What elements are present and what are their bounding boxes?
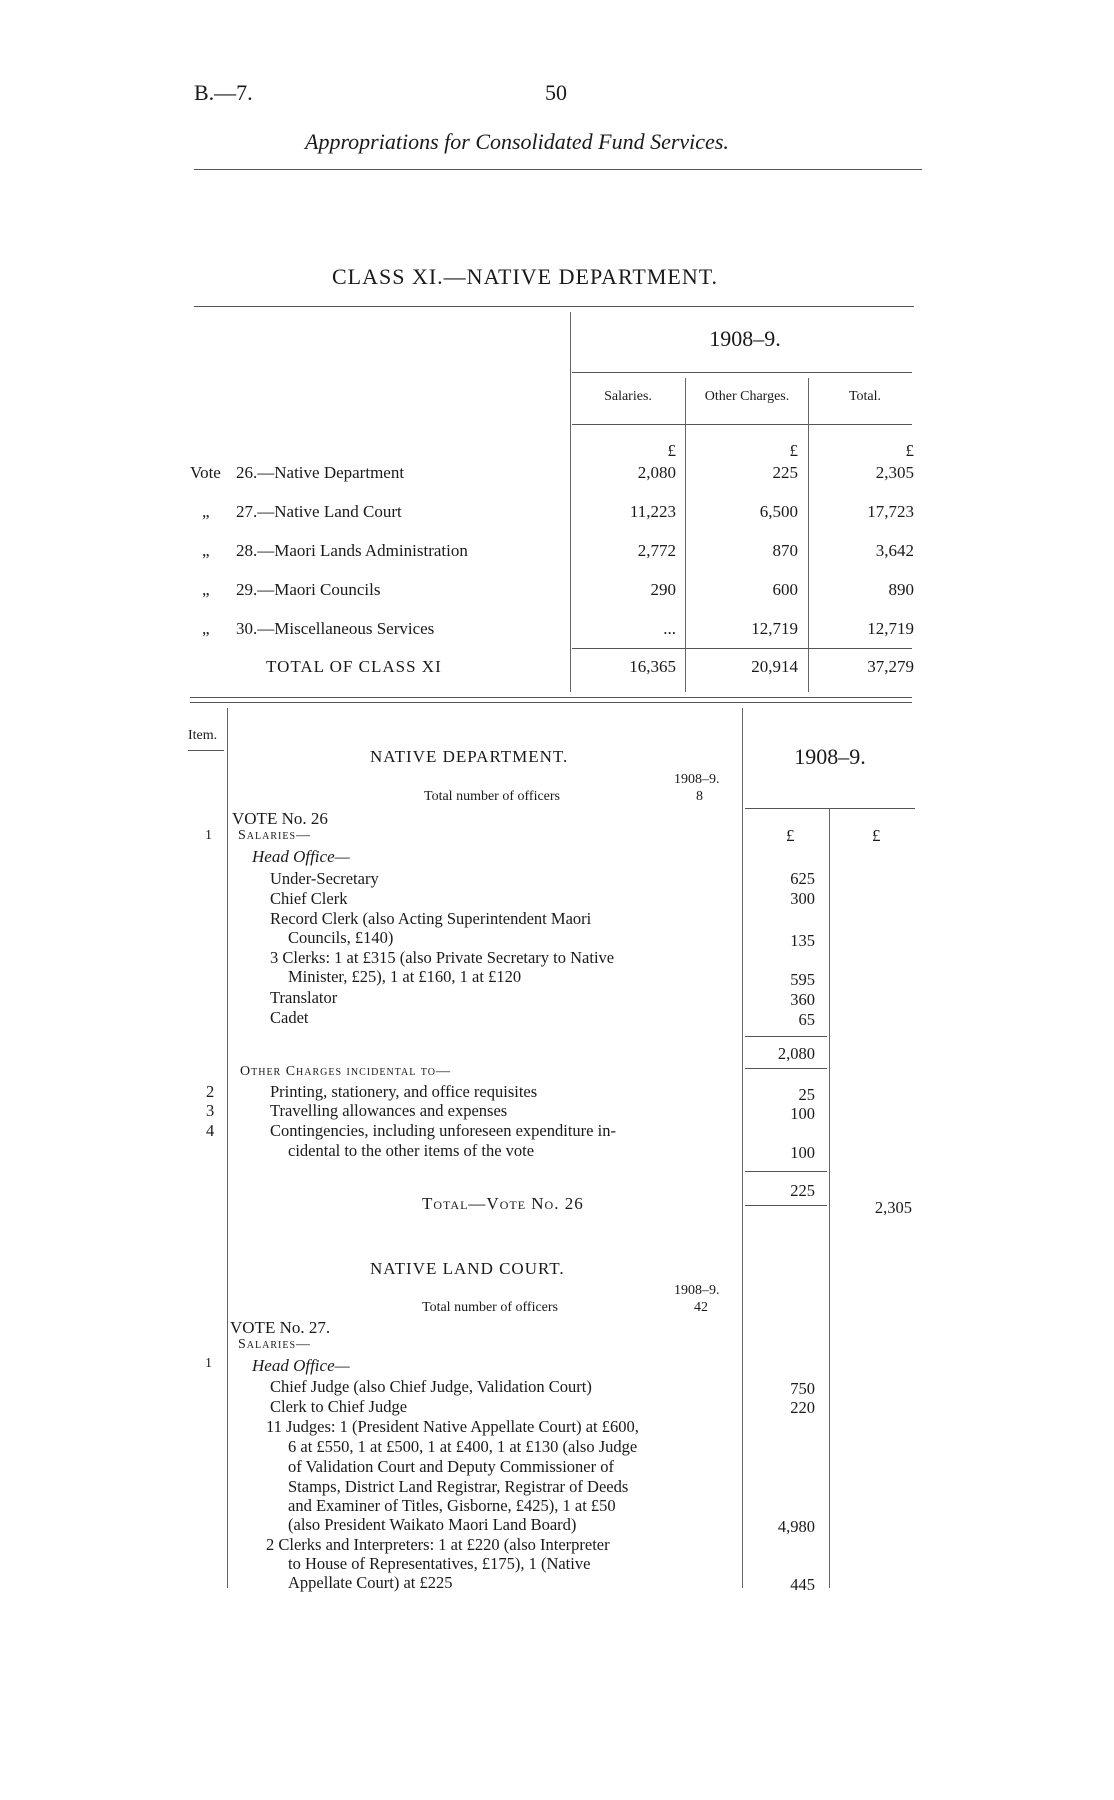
currency-symbol: £ xyxy=(872,826,881,845)
row-prefix: „ xyxy=(202,580,210,599)
summary-total-rule xyxy=(572,648,912,649)
row-salaries: 2,772 xyxy=(637,541,676,560)
currency-symbol: £ xyxy=(667,441,676,460)
row-total: 2,305 xyxy=(875,463,914,482)
salary-amount: 595 xyxy=(790,970,815,989)
title-rule xyxy=(194,169,922,170)
currency-symbol: £ xyxy=(905,441,914,460)
summary-col-divider xyxy=(808,378,809,692)
row-prefix: „ xyxy=(202,502,210,521)
item-number: 1 xyxy=(205,1356,212,1371)
column-other-charges: Other Charges. xyxy=(704,389,790,404)
other-charge-line: Travelling allowances and expenses xyxy=(270,1101,508,1120)
column-salaries: Salaries. xyxy=(604,389,652,404)
row-salaries: 2,080 xyxy=(637,463,676,482)
item-number: 4 xyxy=(206,1121,215,1140)
head-office-label: Head Office— xyxy=(252,847,350,866)
summary-top-rule xyxy=(194,306,914,307)
other-charges-subtotal: 225 xyxy=(790,1181,815,1200)
vote-total-label: Total—Vote No. 26 xyxy=(422,1194,584,1213)
other-charge-amount: 100 xyxy=(790,1104,815,1123)
other-charge-line: Printing, stationery, and office requisites xyxy=(270,1082,538,1101)
salary-line: 2 Clerks and Interpreters: 1 at £220 (also Interpreter xyxy=(266,1535,610,1554)
subtotal-rule xyxy=(745,1205,827,1206)
row-label: 28.—Maori Lands Administration xyxy=(236,541,468,560)
total-total: 37,279 xyxy=(867,657,914,676)
summary-year: 1908–9. xyxy=(709,326,781,351)
salary-amount: 135 xyxy=(790,931,815,950)
row-other-charges: 6,500 xyxy=(759,502,798,521)
other-charge-amount: 100 xyxy=(790,1143,815,1162)
summary-heading: CLASS XI.—NATIVE DEPARTMENT. xyxy=(332,264,719,289)
item-header-rule xyxy=(188,750,224,751)
other-charge-line: Contingencies, including unforeseen expenditure in- xyxy=(270,1121,616,1140)
row-salaries: ... xyxy=(663,619,676,638)
amount-column-divider xyxy=(742,708,743,1588)
item-number: 2 xyxy=(206,1082,215,1101)
total-label: TOTAL OF CLASS XI xyxy=(266,657,442,676)
salary-line: 11 Judges: 1 (President Native Appellate Court) at £600, xyxy=(266,1417,639,1436)
page-code: B.—7. xyxy=(194,80,253,105)
officers-year: 1908–9. xyxy=(674,1283,720,1298)
row-label: 29.—Maori Councils xyxy=(236,580,381,599)
item-number: 1 xyxy=(205,828,212,843)
detail-year-rule xyxy=(745,808,915,809)
row-other-charges: 12,719 xyxy=(751,619,798,638)
salary-line: (also President Waikato Maori Land Board) xyxy=(288,1515,577,1534)
salary-line: of Validation Court and Deputy Commissioner of xyxy=(288,1457,614,1476)
salary-line: Under-Secretary xyxy=(270,869,379,888)
salary-line: Stamps, District Land Registrar, Registrar of Deeds xyxy=(288,1477,629,1496)
row-total: 17,723 xyxy=(867,502,914,521)
summary-bottom-rule xyxy=(190,697,912,698)
section-heading: NATIVE DEPARTMENT. xyxy=(370,747,569,766)
salary-amount: 4,980 xyxy=(777,1517,815,1536)
vote-total-amount: 2,305 xyxy=(874,1198,912,1217)
row-label: 27.—Native Land Court xyxy=(236,502,402,521)
subtotal-rule xyxy=(745,1068,827,1069)
summary-year-rule xyxy=(572,372,912,373)
salary-line: and Examiner of Titles, Gisborne, £425), 1 at £50 xyxy=(288,1496,616,1515)
salary-line: Record Clerk (also Acting Superintendent Maori xyxy=(270,909,592,928)
item-column-divider xyxy=(227,708,228,1588)
other-charge-amount: 25 xyxy=(798,1085,815,1104)
currency-symbol: £ xyxy=(789,441,798,460)
row-other-charges: 870 xyxy=(772,541,798,560)
salary-line: Minister, £25), 1 at £160, 1 at £120 xyxy=(288,967,522,986)
other-charges-label: Other Charges incidental to— xyxy=(240,1064,451,1079)
total-other-charges: 20,914 xyxy=(751,657,798,676)
salary-line: Chief Clerk xyxy=(270,889,348,908)
row-other-charges: 225 xyxy=(772,463,798,482)
detail-year: 1908–9. xyxy=(794,744,866,769)
row-total: 890 xyxy=(888,580,914,599)
row-total: 3,642 xyxy=(875,541,914,560)
salary-line: to House of Representatives, £175), 1 (Native xyxy=(288,1554,591,1573)
currency-symbol: £ xyxy=(786,826,795,845)
salary-line: Translator xyxy=(270,988,338,1007)
row-prefix: „ xyxy=(202,619,210,638)
row-prefix: Vote xyxy=(190,463,221,482)
salary-amount: 445 xyxy=(790,1575,815,1594)
item-number: 3 xyxy=(206,1101,215,1120)
officers-count: 8 xyxy=(696,789,703,804)
summary-col-divider xyxy=(685,378,686,692)
total-salaries: 16,365 xyxy=(629,657,676,676)
officers-label: Total number of officers xyxy=(422,1300,558,1315)
officers-count: 42 xyxy=(694,1300,708,1315)
head-office-label: Head Office— xyxy=(252,1356,350,1375)
salary-amount: 360 xyxy=(790,990,815,1009)
row-label: 30.—Miscellaneous Services xyxy=(236,619,435,638)
salary-amount: 750 xyxy=(790,1379,815,1398)
other-charge-line: cidental to the other items of the vote xyxy=(288,1141,535,1160)
section-heading: NATIVE LAND COURT. xyxy=(370,1259,565,1278)
salary-line: Chief Judge (also Chief Judge, Validation Court) xyxy=(270,1377,592,1396)
salaries-label: Salaries— xyxy=(238,1337,312,1352)
salary-line: 3 Clerks: 1 at £315 (also Private Secretary to Native xyxy=(270,948,615,967)
salary-amount: 65 xyxy=(798,1010,815,1029)
officers-label: Total number of officers xyxy=(424,789,560,804)
salary-amount: 220 xyxy=(790,1398,815,1417)
item-header: Item. xyxy=(188,728,218,743)
amount-column-divider xyxy=(829,808,830,1588)
subtotal-rule xyxy=(745,1036,827,1037)
page-title: Appropriations for Consolidated Fund Services. xyxy=(305,129,729,154)
row-total: 12,719 xyxy=(867,619,914,638)
salary-line: Councils, £140) xyxy=(288,928,394,947)
salary-line: 6 at £550, 1 at £500, 1 at £400, 1 at £130 (also Judge xyxy=(288,1437,638,1456)
row-other-charges: 600 xyxy=(772,580,798,599)
salaries-subtotal: 2,080 xyxy=(777,1044,815,1063)
summary-bottom-rule xyxy=(190,702,912,703)
vote-heading: VOTE No. 27. xyxy=(230,1318,331,1337)
vote-heading: VOTE No. 26 xyxy=(232,809,328,828)
row-prefix: „ xyxy=(202,541,210,560)
officers-year: 1908–9. xyxy=(674,772,720,787)
salary-amount: 625 xyxy=(790,869,815,888)
salaries-label: Salaries— xyxy=(238,828,312,843)
salary-amount: 300 xyxy=(790,889,815,908)
subtotal-rule xyxy=(745,1171,827,1172)
row-salaries: 290 xyxy=(650,580,676,599)
salary-line: Cadet xyxy=(270,1008,309,1027)
row-label: 26.—Native Department xyxy=(236,463,405,482)
page-number: 50 xyxy=(545,80,567,105)
summary-header-rule xyxy=(572,424,912,425)
row-salaries: 11,223 xyxy=(629,502,676,521)
column-total: Total. xyxy=(848,389,882,404)
salary-line: Clerk to Chief Judge xyxy=(270,1397,408,1416)
salary-line: Appellate Court) at £225 xyxy=(288,1573,453,1592)
